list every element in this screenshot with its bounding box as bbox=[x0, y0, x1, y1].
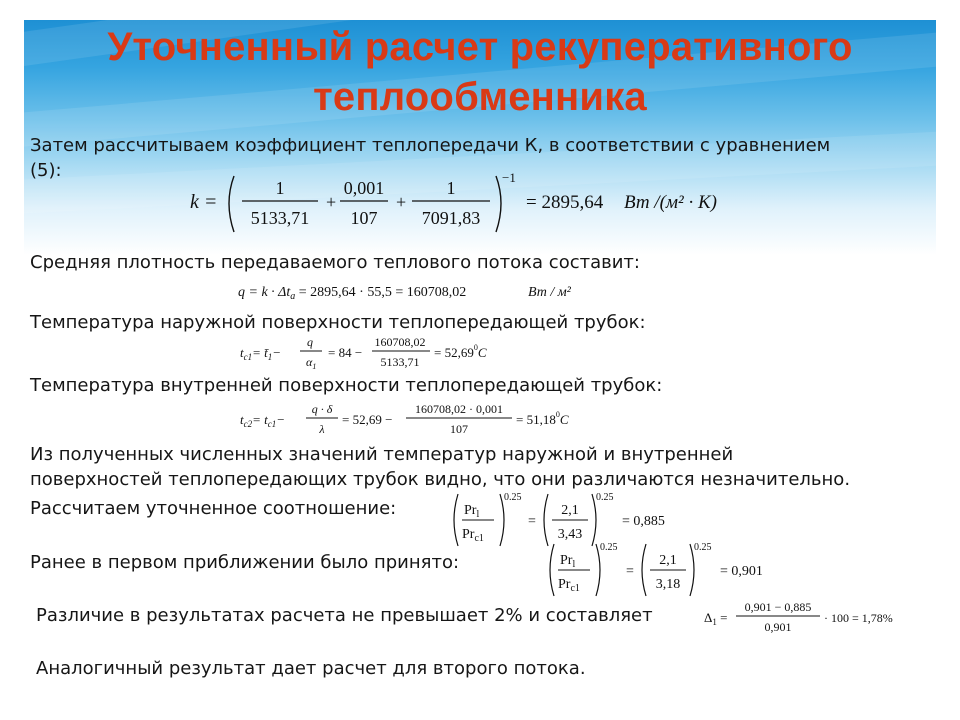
eq-lhs: k = bbox=[190, 191, 218, 213]
eq-result: · 100 = 1,78% bbox=[824, 611, 893, 625]
paragraph-conclusion bbox=[30, 442, 850, 492]
equation-delta bbox=[700, 598, 920, 638]
frac-den: 5133,71 bbox=[380, 355, 420, 369]
exponent: 0.25 bbox=[600, 542, 618, 553]
paragraph-second-flow: Аналогичный результат дает расчет для второго потока. bbox=[36, 658, 586, 679]
paragraph-refined-ratio: Рассчитаем уточненное соотношение: bbox=[30, 498, 397, 519]
exponent: 0.25 bbox=[596, 492, 614, 503]
eq-text: $q = k \cdot \Delta t_a = 2895,64 \cdot 55,5 = 160708,02$ bbox=[238, 285, 467, 302]
equals-sign: = bbox=[626, 564, 634, 579]
frac-num: q bbox=[307, 335, 313, 349]
frac1-den: 5133,71 bbox=[250, 208, 310, 228]
frac-den: 3,18 bbox=[655, 577, 681, 592]
equation-pr-initial bbox=[548, 540, 788, 600]
exponent: 0.25 bbox=[694, 542, 712, 553]
equation-tc1 bbox=[240, 333, 540, 373]
frac3-den: 7091,83 bbox=[421, 208, 481, 228]
frac-num: 2,1 bbox=[561, 503, 579, 518]
equals-sign: = bbox=[528, 514, 536, 529]
eq-lhs: $t_{c1}=$ $t̄_1-$ bbox=[240, 345, 282, 362]
eq-lhs: $t_{c2}= t_{c1}-$ bbox=[240, 412, 286, 429]
frac-num: q · δ bbox=[311, 402, 333, 416]
paragraph-outer-surface: Температура наружной поверхности теплопередающей трубок: bbox=[30, 312, 646, 333]
paragraph-line: Из полученных численных значений температур наружной и внутренней bbox=[30, 444, 734, 465]
eq-mid: = 84 − bbox=[328, 345, 363, 360]
exponent: 0.25 bbox=[504, 492, 522, 503]
paragraph-inner-surface: Температура внутренней поверхности теплопередающей трубок: bbox=[30, 375, 663, 396]
equation-q bbox=[238, 278, 598, 304]
plus-sign: + bbox=[326, 192, 337, 212]
frac-num: $Pr_l$ bbox=[560, 553, 576, 570]
frac1-num: 1 bbox=[275, 178, 285, 198]
frac2-num: 0,001 bbox=[343, 178, 385, 198]
left-paren bbox=[642, 544, 646, 596]
exponent: −1 bbox=[502, 170, 516, 185]
equation-k bbox=[190, 170, 750, 236]
frac-den: $Pr_{c1}$ bbox=[558, 577, 580, 594]
frac-num: 160708,02 bbox=[374, 335, 426, 349]
frac-num: $Pr_l$ bbox=[464, 503, 480, 520]
right-paren bbox=[496, 176, 501, 232]
frac-den: $\alpha_1$ bbox=[306, 355, 317, 371]
eq-lhs: $\Delta_1$ = bbox=[704, 610, 728, 627]
frac-num: 2,1 bbox=[659, 553, 677, 568]
frac-den: 3,43 bbox=[557, 527, 583, 542]
frac-den: $Pr_{c1}$ bbox=[462, 527, 484, 544]
paragraph-difference: Различие в результатах расчета не превышает 2% и составляет bbox=[36, 605, 653, 626]
slide-title bbox=[24, 22, 936, 122]
left-paren bbox=[454, 494, 458, 546]
paragraph-line: поверхностей теплопередающих трубок видно, что они различаются незначительно. bbox=[30, 469, 851, 490]
title-line-2: теплообменника bbox=[313, 75, 647, 119]
eq-unit: Вт / м² bbox=[528, 285, 571, 300]
eq-result: = $51,18^0C$ bbox=[516, 410, 569, 427]
paragraph-line: (5): bbox=[30, 160, 62, 181]
left-paren bbox=[544, 494, 548, 546]
frac-den: λ bbox=[319, 422, 325, 436]
left-paren bbox=[229, 176, 234, 232]
paragraph-first-approximation: Ранее в первом приближении было принято: bbox=[30, 552, 460, 573]
eq-mid: = 52,69 − bbox=[342, 412, 393, 427]
eq-unit: Вт /(м² · К) bbox=[624, 192, 717, 213]
title-line-1: Уточненный расчет рекуперативного bbox=[107, 25, 853, 69]
left-paren bbox=[550, 544, 554, 596]
paragraph-heat-flux: Средняя плотность передаваемого теплового потока составит: bbox=[30, 252, 640, 273]
equation-tc2 bbox=[240, 400, 600, 440]
frac-den: 107 bbox=[450, 422, 468, 436]
paragraph-line: Затем рассчитываем коэффициент теплопередачи К, в соответствии с уравнением bbox=[30, 135, 831, 156]
plus-sign: + bbox=[396, 192, 407, 212]
eq-rhs: = 2895,64 bbox=[526, 192, 604, 213]
eq-result: = 0,901 bbox=[720, 564, 763, 579]
frac-num: 160708,02 · 0,001 bbox=[415, 402, 503, 416]
frac3-num: 1 bbox=[446, 178, 456, 198]
eq-result: = $52,69^0C$ bbox=[434, 343, 487, 360]
frac-num: 0,901 − 0,885 bbox=[744, 600, 812, 614]
eq-result: = 0,885 bbox=[622, 514, 665, 529]
frac2-den: 107 bbox=[350, 208, 378, 228]
frac-den: 0,901 bbox=[764, 620, 792, 634]
